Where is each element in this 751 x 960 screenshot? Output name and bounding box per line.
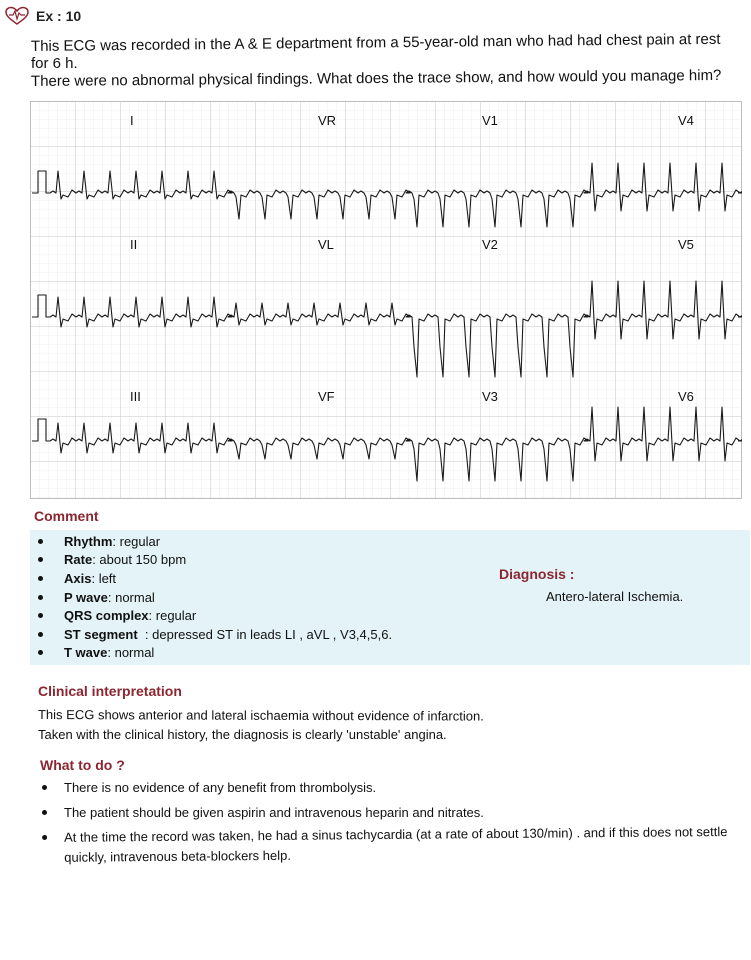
comment-key: Rate: [64, 552, 93, 568]
comment-item: [33, 588, 392, 607]
todo-text: There is no evidence of any benefit from thrombolysis.: [64, 780, 377, 795]
clinical-line: Taken with the clinical history, the diagnosis is clearly 'unstable' angina.: [38, 727, 447, 742]
comment-title: Comment: [34, 508, 99, 524]
diagnosis-value: Antero-lateral Ischemia.: [546, 589, 684, 604]
lead-label-vl: VL: [318, 237, 334, 252]
comment-key: T wave: [64, 645, 108, 661]
comment-key: Axis: [64, 570, 92, 586]
bullet-icon: [38, 595, 43, 600]
question-line-1: This ECG was recorded in the A & E department from a 55-year-old man who had had chest pain at rest: [30, 30, 721, 55]
lead-label-vf: VF: [318, 389, 335, 404]
todo-item: [40, 778, 740, 798]
question-line-2: for 6 h.: [31, 55, 78, 72]
comment-key: QRS complex: [64, 608, 149, 624]
comment-item: [33, 625, 392, 644]
todo-item: [40, 822, 740, 868]
todo-text: The patient should be given aspirin and intravenous heparin and nitrates.: [64, 805, 484, 820]
comment-value: : normal: [107, 589, 155, 605]
lead-label-vr: VR: [318, 113, 337, 128]
bullet-icon: [38, 576, 43, 581]
diagnosis-title: Diagnosis :: [499, 566, 575, 582]
comment-value: : about 150 bpm: [92, 552, 187, 568]
bullet-icon: [38, 650, 43, 655]
clinical-line: This ECG shows anterior and lateral ischaemia without evidence of infarction.: [37, 707, 484, 724]
lead-label-ii: II: [130, 237, 138, 252]
question-line-3: There were no abnormal physical findings. What does the trace show, and how would you manage him?: [30, 66, 722, 90]
comment-item: [33, 532, 392, 551]
exercise-label: Ex : 10: [36, 8, 82, 24]
lead-label-v1: V1: [482, 113, 498, 128]
comment-item: [33, 606, 392, 625]
bullet-icon: [38, 632, 43, 637]
comment-key: ST segment: [64, 626, 138, 642]
what-to-do-title: What to do ?: [40, 757, 125, 773]
bullet-icon: [42, 785, 47, 790]
comment-item: [33, 551, 392, 570]
lead-label-v6: V6: [678, 389, 694, 404]
exercise-header: [4, 6, 81, 26]
ecg-trace: [30, 101, 742, 499]
comment-item: [33, 644, 392, 663]
lead-label-v5: V5: [678, 237, 694, 252]
comment-list: [33, 532, 392, 662]
comment-value: : regular: [148, 608, 197, 624]
bullet-icon: [42, 835, 47, 840]
bullet-icon: [38, 613, 43, 618]
lead-label-iii: III: [130, 389, 141, 404]
question-text: [30, 30, 743, 90]
comment-value: : normal: [107, 645, 155, 661]
bullet-icon: [42, 810, 47, 815]
what-to-do-list: [40, 778, 740, 868]
comment-key: Rhythm: [64, 533, 113, 549]
lead-label-v3: V3: [482, 389, 498, 404]
lead-label-i: I: [130, 113, 134, 128]
comment-value: : depressed ST in leads LI , aVL , V3,4,5,6.: [137, 626, 393, 642]
heart-ecg-icon: [4, 6, 30, 26]
todo-item: [40, 803, 740, 823]
todo-text: At the time the record was taken, he had a sinus tachycardia (at a rate of about 130/min) . and if this does not settle quickly, intravenous beta-blockers help.: [64, 824, 728, 865]
comment-value: : regular: [112, 533, 161, 549]
lead-label-v4: V4: [678, 113, 694, 128]
comment-key: P wave: [64, 589, 108, 605]
comment-value: : left: [91, 570, 117, 586]
clinical-interpretation-title: Clinical interpretation: [38, 683, 182, 699]
bullet-icon: [38, 557, 43, 562]
lead-label-v2: V2: [482, 237, 498, 252]
comment-item: [33, 569, 392, 588]
clinical-interpretation-text: [38, 705, 658, 745]
bullet-icon: [38, 539, 43, 544]
